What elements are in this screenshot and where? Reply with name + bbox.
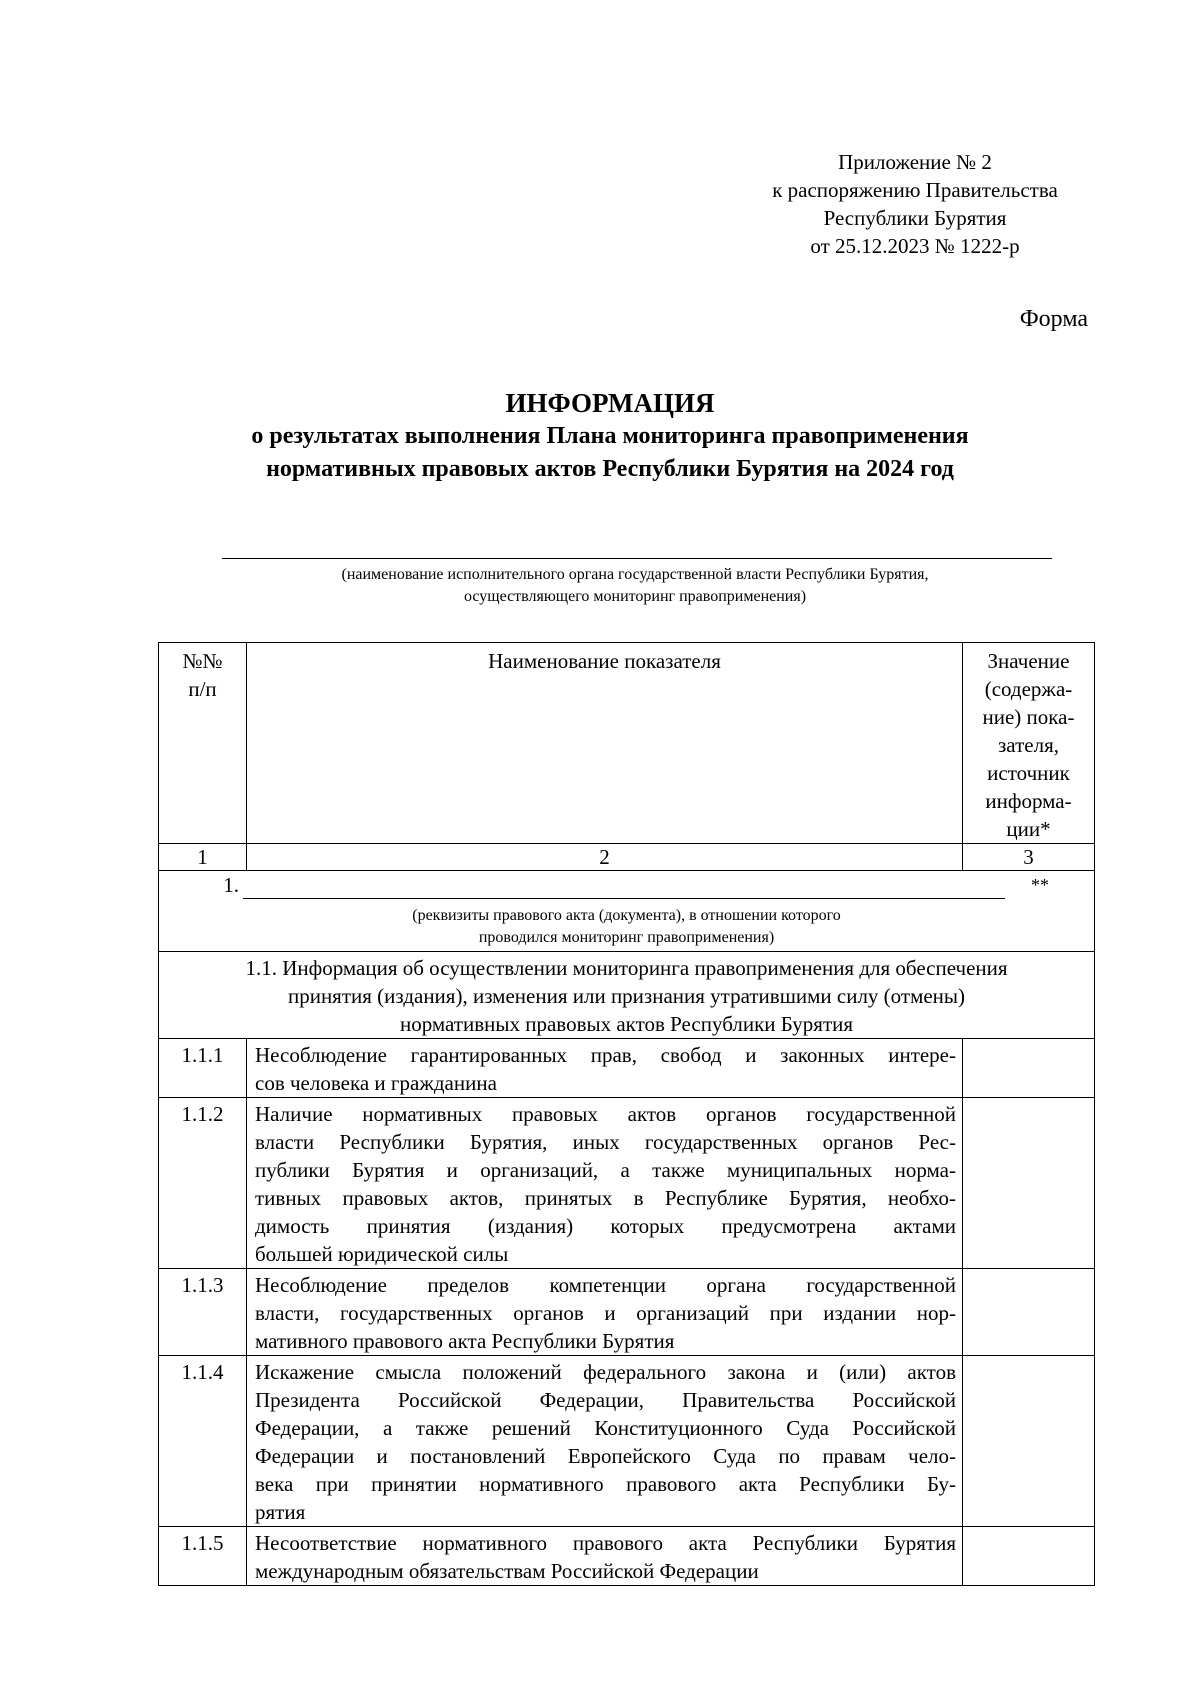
table-row (159, 1098, 1095, 1269)
appendix-line-3: Республики Бурятия (823, 206, 1007, 230)
text-line: мативного правового акта Республики Бурятия (255, 1329, 675, 1353)
header-indicator-value (963, 643, 1095, 844)
requisites-caption (159, 899, 1094, 949)
text-line: Федерации и постановлений Европейского Суда по правам чело- (255, 1444, 956, 1468)
row-value-cell[interactable] (963, 1098, 1095, 1269)
text-line: власти, государственных органов и организаций при издании нор- (255, 1301, 956, 1325)
text-line: сов человека и гражданина (255, 1071, 497, 1095)
header-indicator-name: Наименование показателя (247, 643, 963, 844)
row-indicator-text (247, 1356, 963, 1527)
row-number: 1.1.1 (159, 1039, 247, 1098)
requisites-row (159, 871, 1095, 952)
text-line: большей юридической силы (255, 1242, 509, 1266)
text-line: Президента Российской Федерации, Правительства Российской (255, 1388, 956, 1412)
org-name-blank-line (222, 558, 1052, 559)
text-line: Искажение смысла положений федерального закона и (или) актов (255, 1360, 956, 1384)
column-number: 3 (963, 844, 1095, 871)
text-line: рятия (255, 1500, 306, 1524)
document-title (140, 386, 1080, 486)
requisites-caption-line-2: проводился мониторинг правоприменения) (478, 929, 775, 946)
title-sub-1: о результатах выполнения Плана мониторинга правоприменения (251, 423, 969, 449)
text-line: международным обязательствам Российской Федерации (255, 1559, 759, 1583)
requisites-number: 1. (223, 873, 239, 897)
header-value-line: зателя, (998, 733, 1059, 757)
row-value-cell[interactable] (963, 1527, 1095, 1586)
section-line-3: нормативных правовых актов Республики Бурятия (399, 1012, 854, 1036)
row-indicator-text (247, 1098, 963, 1269)
table-header-row (159, 643, 1095, 844)
requisites-blank-field[interactable] (243, 876, 1005, 899)
section-header-cell (159, 952, 1095, 1039)
text-line: века при принятии нормативного правового акта Республики Бу- (255, 1472, 956, 1496)
appendix-line-2: к распоряжению Правительства (772, 178, 1058, 202)
org-name-caption (180, 564, 1090, 608)
header-number-line: п/п (188, 677, 217, 701)
row-value-cell[interactable] (963, 1356, 1095, 1527)
form-label: Форма (1019, 306, 1088, 332)
header-value-line: ции* (1006, 817, 1051, 841)
row-number: 1.1.4 (159, 1356, 247, 1527)
text-line: Федерации, а также решений Конституционного Суда Российской (255, 1416, 956, 1440)
title-main: ИНФОРМАЦИЯ (505, 388, 715, 418)
requisites-caption-line-1: (реквизиты правового акта (документа), в отношении которого (412, 907, 841, 924)
row-indicator-text (247, 1269, 963, 1356)
appendix-block (730, 148, 1100, 260)
row-number: 1.1.5 (159, 1527, 247, 1586)
text-line: димость принятия (издания) которых предусмотрена актами (255, 1214, 956, 1238)
section-header-row (159, 952, 1095, 1039)
text-line: Несоблюдение гарантированных прав, свобод и законных интере- (255, 1043, 956, 1067)
header-number-line: №№ (182, 649, 223, 673)
section-line-2: принятия (издания), изменения или признания утратившими силу (отмены) (287, 984, 966, 1008)
header-value-line: Значение (987, 649, 1070, 673)
requisites-cell (159, 871, 1095, 952)
column-number: 1 (159, 844, 247, 871)
row-indicator-text (247, 1527, 963, 1586)
appendix-line-4: от 25.12.2023 № 1222-р (810, 234, 1020, 258)
text-line: Наличие нормативных правовых актов органов государственной (255, 1102, 956, 1126)
indicators-table (158, 642, 1095, 1586)
header-value-line: источник (987, 761, 1070, 785)
header-value-line: (содержа- (984, 677, 1073, 701)
org-caption-line-2: осуществляющего мониторинг правоприменения) (463, 588, 807, 605)
row-value-cell[interactable] (963, 1269, 1095, 1356)
text-line: власти Республики Бурятия, иных государственных органов Рес- (255, 1130, 956, 1154)
column-numbers-row (159, 844, 1095, 871)
text-line: Несоответствие нормативного правового акта Республики Бурятия (255, 1531, 956, 1555)
row-value-cell[interactable] (963, 1039, 1095, 1098)
requisites-line (159, 873, 1094, 899)
row-number: 1.1.3 (159, 1269, 247, 1356)
table-row (159, 1269, 1095, 1356)
requisites-footnote-mark: ** (1031, 875, 1049, 895)
table-row (159, 1527, 1095, 1586)
section-line-1: 1.1. Информация об осуществлении мониторинга правоприменения для обеспечения (245, 956, 1008, 980)
row-number: 1.1.2 (159, 1098, 247, 1269)
column-number: 2 (247, 844, 963, 871)
text-line: Несоблюдение пределов компетенции органа государственной (255, 1273, 956, 1297)
text-line: публики Бурятия и организаций, а также муниципальных норма- (255, 1158, 956, 1182)
header-number (159, 643, 247, 844)
org-caption-line-1: (наименование исполнительного органа государственной власти Республики Бурятия, (341, 566, 929, 583)
header-value-line: ние) пока- (982, 705, 1075, 729)
row-indicator-text (247, 1039, 963, 1098)
table-row (159, 1039, 1095, 1098)
title-sub-2: нормативных правовых актов Республики Бурятия на 2024 год (266, 456, 954, 482)
table-row (159, 1356, 1095, 1527)
header-value-line: информа- (985, 789, 1072, 813)
appendix-line-1: Приложение № 2 (838, 150, 992, 174)
text-line: тивных правовых актов, принятых в Республике Бурятия, необхо- (255, 1186, 956, 1210)
